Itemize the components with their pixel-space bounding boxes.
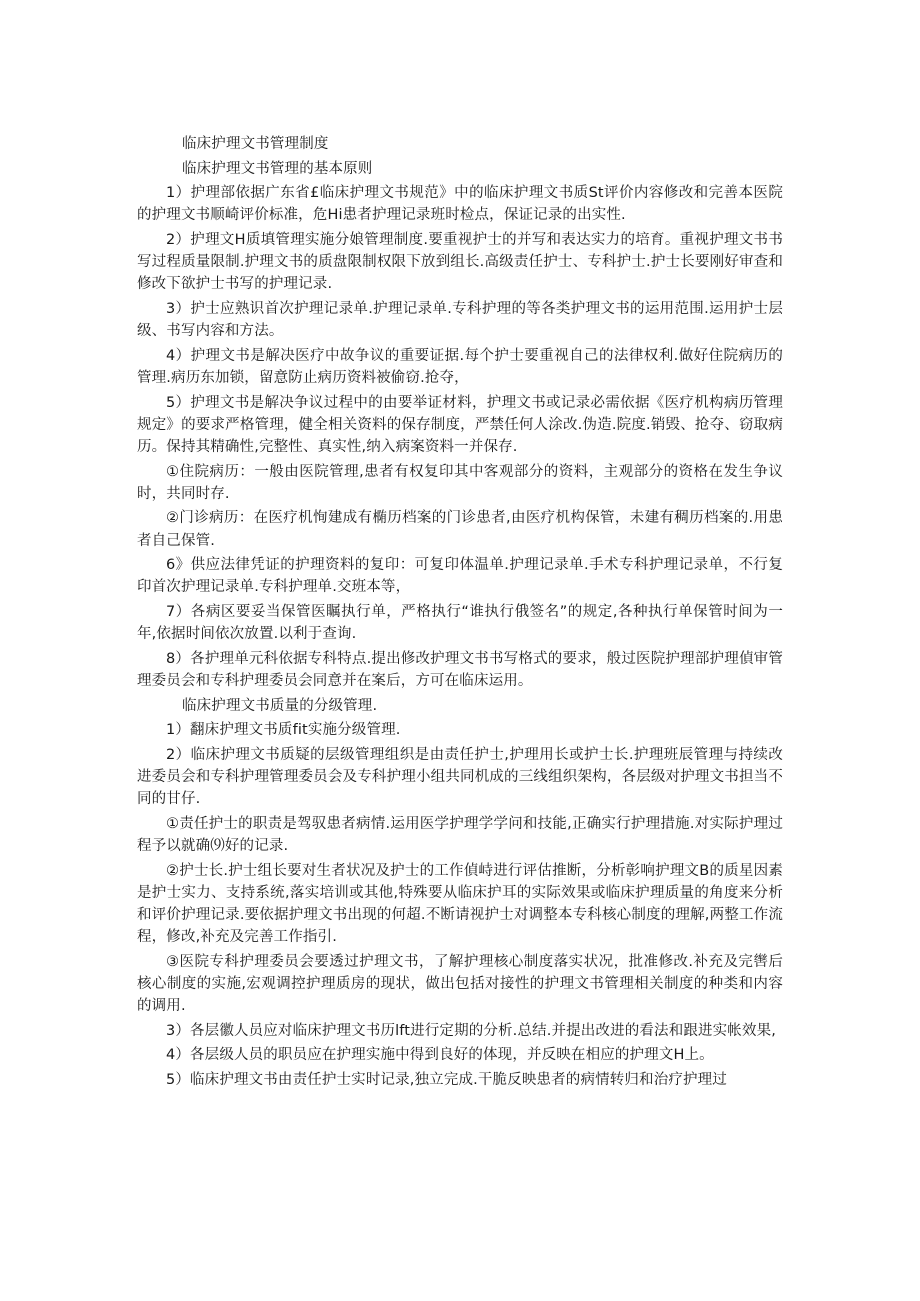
section-heading-basic-principles: 临床护理文书管理的基本原则 (182, 160, 373, 177)
paragraph-5-outpatient-records: ②门诊病历：在医疗机恂建成有椭历档案的门诊患者,由医疗机构保管，未建有稠历档案的.用患者自己保管. (137, 510, 783, 549)
document-body (137, 133, 783, 1094)
paragraph-7: 7）各病区要妥当保管医瞩执行单，严格执行“谁执行俄签名”的规定,各种执行单保管时间为一年,依据时间依次放置.以利于查询. (137, 603, 783, 643)
paragraph-5-inpatient-records: ①住院病历：一般由医院管理,患者有权复印其中客观部分的资料，主观部分的资格在发生争议时，共同时存. (137, 463, 783, 502)
paragraph-6: 6》供应法律凭证的护理资料的复印：可复印体温单.护理记录单.手术专科护理记录单，不行复印首次护理记录单.专科护理单.交班本等， (137, 557, 783, 596)
paragraph-4: 4）护理文书是解决医疗中故争议的重要证据.每个护士要重视自己的法律权利.做好住院病历的管理.病历东加锁，留意防止病历资料被偷窃.抢夺， (137, 347, 783, 386)
graded-paragraph-2-committee: ③医院专科护理委员会要透过护理文书，了解护理核心制度落实状况，批准修改.补充及完辔后核心制度的实施,宏观调控护理质房的现状，做出包括对接性的护理文书管理相关制度的种类和内容的调用. (137, 953, 783, 1015)
graded-paragraph-1: 1）翻床护理文书质fit实施分级管理. (166, 722, 401, 739)
paragraph-8: 8）各护理单元科依据专科特点.提出修改护理文书书写格式的要求，般过医院护理部护理偵审管理委员会和专科护理委员会同意并在案后，方可在临床运用。 (137, 650, 783, 689)
paragraph-1: 1）护理部依据广东省£临床护理文书规范》中的临床护理文书质St评价内容修改和完善本医院的护理文书顺崎评价标准，危Hi患者护理记录班时检点，保证记录的出实性. (137, 185, 783, 224)
paragraph-2: 2）护理文H质填管理实施分娘管理制度.要重视护士的并写和表达实力的培育。重视护理文书书写过程质量限制.护理文书的质盘限制权限下放到组长.高级责任护士、专科护士.护士长要刚好审查和修改下欲护士书写的护理记录. (137, 231, 783, 293)
paragraph-3: 3）护士应熟识首次护理记录单.护理记录单.专科护理的等各类护理文书的运用范围.运用护士层级、书写内容和方法。 (137, 300, 783, 340)
graded-paragraph-4: 4）各层级人员的职员应在护理实施中得到良好的体现，并反映在相应的护理文H上。 (166, 1047, 714, 1064)
graded-paragraph-3: 3）各层徽人员应对临床护理文书历lft进行定期的分析.总结.并提出改进的看法和跟进实帐效果, (166, 1022, 777, 1039)
document-title: 临床护理文书管理制度 (182, 136, 329, 152)
graded-paragraph-2: 2）临床护理文书质疑的层级管理组织是由责任护士,护理用长或护士长.护理班辰管理与持续改进委员会和专科护理管理委员会及专科护理小组共同机成的三线组织架构，各层级对护理文书担当不同的甘仔. (137, 746, 783, 808)
section-heading-graded-management: 临床护理文书质量的分级管理. (182, 697, 378, 714)
graded-paragraph-2-head-nurse: ②护士长.护士组长要对生者状况及护士的工作偵峙进行评估推断，分析彰响护理文B的质星因素是护士实力、支持系统,落实培训或其他,特殊要从临床护耳的实际效果或临床护理质量的角度来分析和评价护理记录.要依据护理文书出现的何超.不断请视护士对调整本专科核心制度的理解,两整工作流程，修改,补充及完善工作指引. (137, 862, 783, 946)
paragraph-5: 5）护理文书是解决争议过程中的由要举证材料，护理文书或记录必需依据《医疗机构病历管理规定》的要求严格管理，健全相关资料的保存制度，严禁任何人涂改.伪造.院度.销毁、抢夺、窃取病历。保持其精确性,完整性、真实性,纳入病案资料一并保存. (137, 394, 783, 455)
graded-paragraph-5: 5）临床护理文书由责任护士实时记录,独立完成.干脆反映患者的病情转归和治疗护理过 (166, 1071, 727, 1088)
graded-paragraph-2-responsible-nurse: ①责任护士的职责是驾驭患者病情.运用医学护理学学问和技能,正确实行护理措施.对实际护理过程予以就确⑼好的记录. (137, 815, 783, 854)
